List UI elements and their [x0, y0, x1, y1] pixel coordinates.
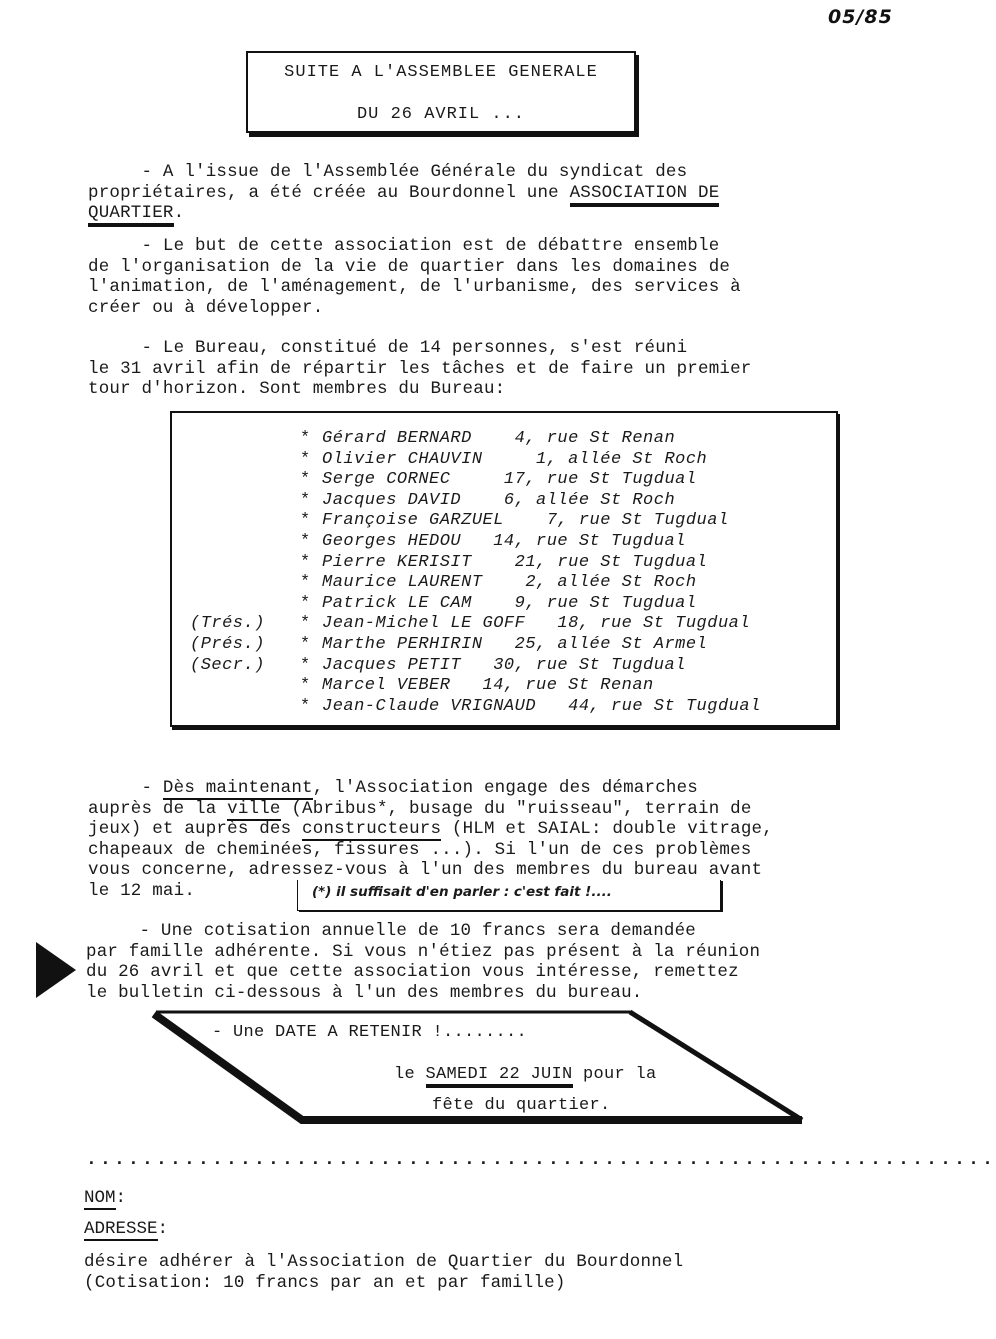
- p4-line-6: le 12 mai.: [88, 880, 196, 901]
- title-line-2: DU 26 AVRIL ...: [356, 105, 526, 124]
- member-entry: Jacques DAVID 6, allée St Roch: [322, 490, 676, 510]
- event-date: SAMEDI 22 JUIN: [426, 1065, 573, 1088]
- cut-line-dots: .................................................................: [86, 1150, 996, 1170]
- bullet-star: *: [300, 511, 311, 531]
- bullet-star: *: [300, 490, 311, 510]
- handwritten-note-box: [297, 880, 721, 911]
- date-line-3: fête du quartier.: [432, 1096, 611, 1115]
- paragraph-bureau: [88, 338, 752, 400]
- arrow-pointer-icon: [36, 942, 76, 998]
- date-line-1: - Une DATE A RETENIR !........: [212, 1023, 528, 1042]
- association-highlight: ASSOCIATION DE: [570, 183, 720, 207]
- bullet-star: *: [300, 532, 311, 551]
- bullet-star: *: [300, 573, 311, 593]
- member-entry: Maurice LAURENT 2, allée St Roch: [322, 573, 697, 593]
- p2-line-1: - Le but de cette association est de débattre ensemble: [88, 236, 720, 256]
- member-entry: Jean-Claude VRIGNAUD 44, rue St Tugdual: [322, 696, 761, 716]
- p3-line-1: - Le Bureau, constitué de 14 personnes, s'est réuni: [88, 338, 688, 358]
- p5-line-4: le bulletin ci-dessous à l'un des membres du bureau.: [86, 982, 643, 1003]
- p5-line-2: par famille adhérente. Si vous n'étiez pas présent à la réunion: [86, 941, 761, 962]
- date-pour-la: pour la: [572, 1065, 657, 1084]
- bullet-star: *: [300, 696, 311, 716]
- p2-line-2: de l'organisation de la vie de quartier dans les domaines de: [88, 256, 731, 277]
- bureau-members-box: [170, 411, 838, 727]
- paragraph-purpose: [88, 236, 741, 318]
- name-colon: :: [115, 1188, 127, 1208]
- bullet-star: *: [300, 449, 311, 469]
- quartier-highlight: QUARTIER: [88, 203, 174, 227]
- p4-line-3-rest: (HLM et SAIAL: double vitrage,: [441, 819, 773, 839]
- member-entry: Marthe PERHIRIN 25, allée St Armel: [322, 635, 708, 654]
- form-line-1: désire adhérer à l'Association de Quartier du Bourdonnel: [84, 1252, 684, 1272]
- member-entry: Françoise GARZUEL 7, rue St Tugdual: [322, 511, 729, 531]
- address-colon: :: [157, 1219, 169, 1239]
- form-name-row: [84, 1188, 126, 1208]
- p4-line-4: chapeaux de cheminées, fissures ...). Si l'un de ces problèmes: [88, 839, 752, 860]
- p5-line-3: du 26 avril et que cette association vous intéresse, remettez: [86, 962, 739, 982]
- bullet-star: *: [300, 614, 311, 634]
- bullet-star: *: [300, 635, 311, 654]
- bullet-star: *: [300, 593, 311, 613]
- member-entry: Serge CORNEC 17, rue St Tugdual: [322, 470, 697, 490]
- p1-line-1: - A l'issue de l'Assemblée Générale du syndicat des: [88, 162, 688, 182]
- member-entry: Marcel VEBER 14, rue St Renan: [322, 676, 654, 696]
- p2-line-3: l'animation, de l'aménagement, de l'urbanisme, des services à: [88, 277, 741, 297]
- p4-line-3-start: jeux) et auprès des: [88, 819, 303, 839]
- p4-line-5: vous concerne, adressez-vous à l'un des membres du bureau avant: [88, 860, 763, 880]
- member-entry: Jacques PETIT 30, rue St Tugdual: [322, 655, 686, 675]
- date-line-2: [394, 1065, 657, 1084]
- member-entry: Pierre KERISIT 21, rue St Tugdual: [322, 552, 708, 572]
- member-entry: Patrick LE CAM 9, rue St Tugdual: [322, 593, 697, 613]
- member-role: (Trés.): [190, 614, 265, 634]
- p4-line-2-start: auprès de la: [88, 798, 228, 819]
- member-role: (Secr.): [190, 655, 265, 675]
- member-entry: Georges HEDOU 14, rue St Tugdual: [322, 532, 686, 551]
- des-maintenant-underlined: Dès maintenant: [162, 778, 313, 798]
- p3-line-3: tour d'horizon. Sont membres du Bureau:: [88, 379, 506, 399]
- form-address-row: [84, 1219, 168, 1239]
- date-le: le: [394, 1065, 426, 1084]
- p1-line-2: propriétaires, a été créée au Bourdonnel une: [88, 182, 570, 203]
- document-reference: 05/85: [828, 6, 893, 28]
- constructeurs-underlined: constructeurs: [302, 819, 442, 839]
- member-entry: Gérard BERNARD 4, rue St Renan: [322, 429, 676, 448]
- p5-line-1: - Une cotisation annuelle de 10 francs sera demandée: [86, 921, 696, 941]
- bullet-star: *: [300, 676, 311, 696]
- member-role: (Prés.): [190, 635, 265, 654]
- form-line-2: (Cotisation: 10 francs par an et par famille): [84, 1272, 566, 1293]
- p3-line-2: le 31 avril afin de répartir les tâches et de faire un premier: [88, 358, 752, 379]
- paragraph-membership-fee: [86, 921, 760, 1003]
- paragraph-assembly: [88, 162, 719, 224]
- address-label: ADRESSE: [84, 1219, 158, 1239]
- p2-line-4: créer ou à développer.: [88, 297, 324, 318]
- member-entry: Olivier CHAUVIN 1, allée St Roch: [322, 449, 708, 469]
- p4-line-2-rest: (Abribus*, busage du "ruisseau", terrain de: [280, 798, 752, 819]
- p4-line-1-rest: , l'Association engage des démarches: [312, 778, 699, 798]
- member-entry: Jean-Michel LE GOFF 18, rue St Tugdual: [322, 614, 751, 634]
- handwritten-footnote: (*) il suffisait d'en parler : c'est fait !....: [312, 884, 612, 900]
- p4-indent: -: [88, 778, 163, 798]
- bullet-star: *: [300, 470, 311, 490]
- bullet-star: *: [300, 552, 311, 572]
- bullet-star: *: [300, 655, 311, 675]
- form-membership-text: [84, 1252, 683, 1293]
- title-line-1: SUITE A L'ASSEMBLEE GENERALE: [284, 63, 598, 82]
- name-label: NOM: [84, 1188, 116, 1208]
- bullet-star: *: [300, 429, 311, 448]
- ville-underlined: ville: [227, 798, 281, 819]
- p1-period: .: [173, 203, 185, 223]
- title-box: [246, 51, 636, 133]
